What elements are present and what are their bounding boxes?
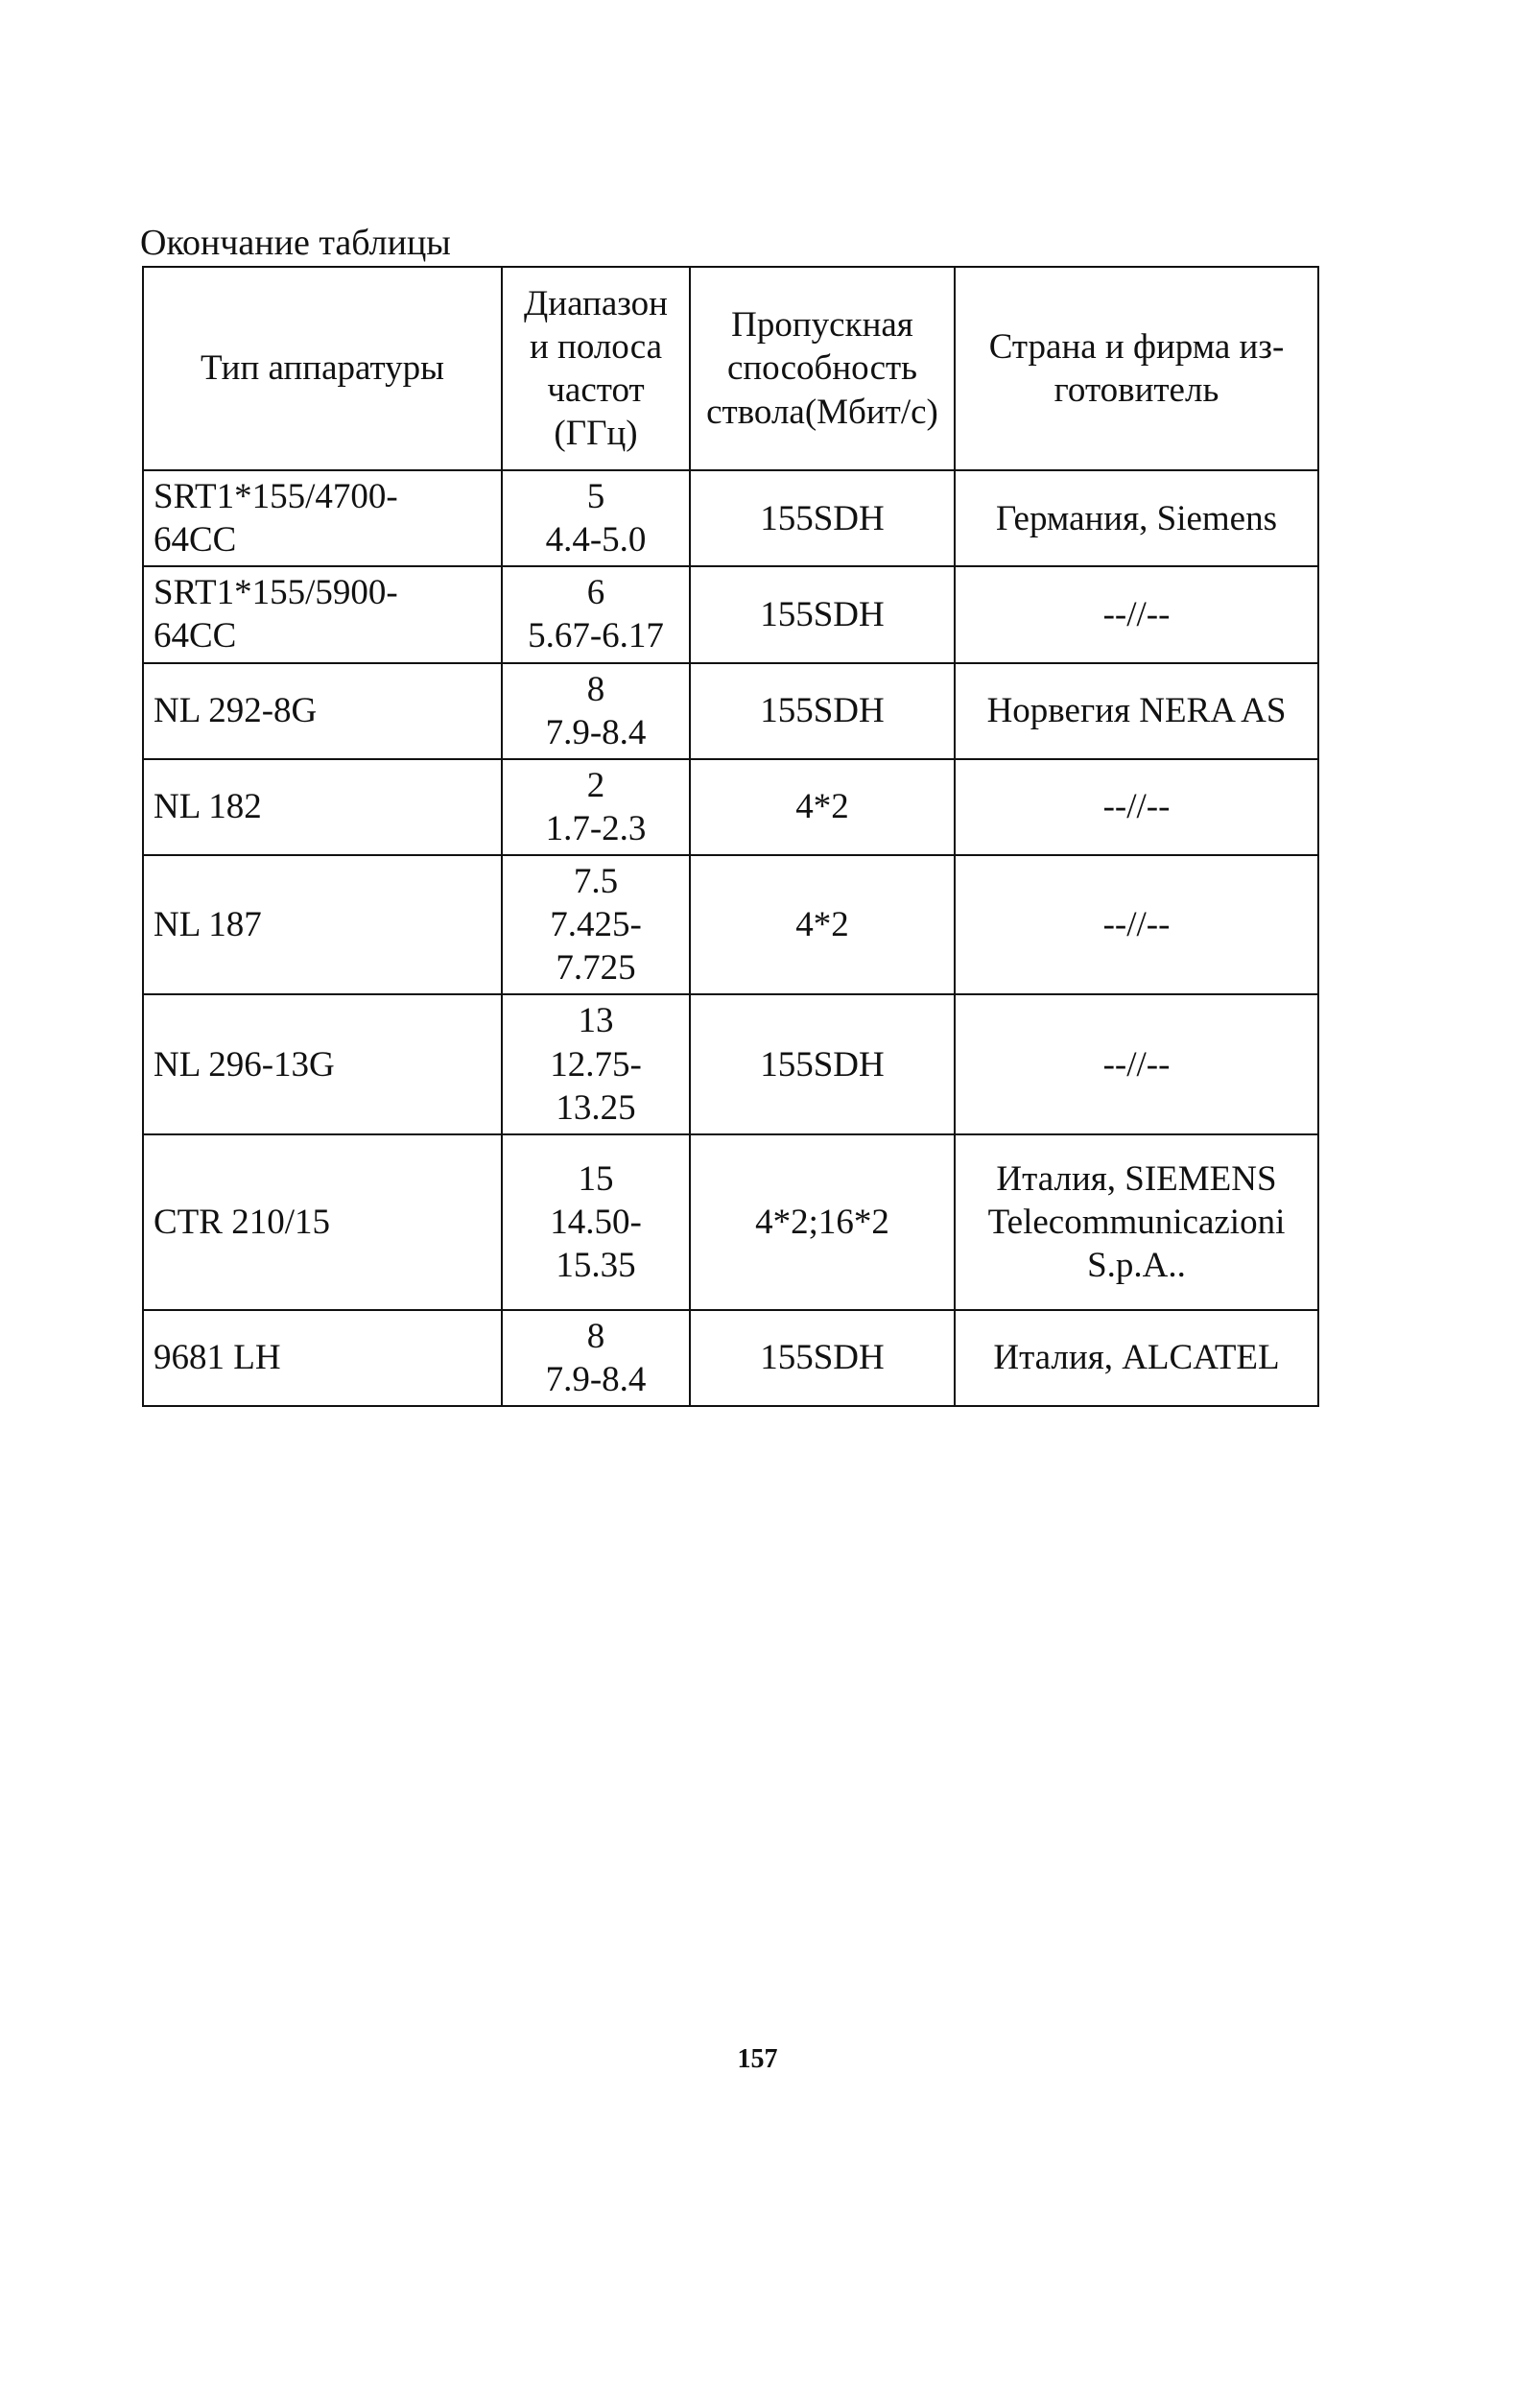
cell-capacity: 155SDH: [690, 470, 955, 566]
table-row: [143, 759, 1318, 855]
cell-equipment-type: NL 182: [143, 759, 502, 855]
table-row: [143, 566, 1318, 662]
table-row: [143, 470, 1318, 566]
cell-frequency-range: 5 4.4-5.0: [502, 470, 690, 566]
cell-equipment-type: NL 292-8G: [143, 663, 502, 759]
table-row: [143, 663, 1318, 759]
page-number: 157: [737, 2044, 778, 2074]
cell-manufacturer: Италия, SIEMENS Telecommunicazioni S.p.A..: [955, 1134, 1318, 1310]
equipment-table: [142, 266, 1319, 1407]
cell-equipment-type: CTR 210/15: [143, 1134, 502, 1310]
table-row: [143, 1310, 1318, 1406]
cell-frequency-range: 2 1.7-2.3: [502, 759, 690, 855]
cell-frequency-range: 15 14.50- 15.35: [502, 1134, 690, 1310]
header-frequency-range: Диапазон и полоса частот (ГГц): [502, 267, 690, 470]
cell-equipment-type: NL 187: [143, 855, 502, 994]
cell-capacity: 155SDH: [690, 1310, 955, 1406]
cell-frequency-range: 6 5.67-6.17: [502, 566, 690, 662]
cell-frequency-range: 8 7.9-8.4: [502, 1310, 690, 1406]
cell-capacity: 4*2;16*2: [690, 1134, 955, 1310]
cell-manufacturer: Италия, ALCATEL: [955, 1310, 1318, 1406]
cell-capacity: 155SDH: [690, 663, 955, 759]
table-row: [143, 1134, 1318, 1310]
cell-capacity: 155SDH: [690, 994, 955, 1133]
cell-manufacturer: Норвегия NERA AS: [955, 663, 1318, 759]
cell-frequency-range: 7.5 7.425- 7.725: [502, 855, 690, 994]
table-row: [143, 855, 1318, 994]
table-caption: Окончание таблицы: [140, 223, 451, 263]
table-header-row: [143, 267, 1318, 470]
header-manufacturer: Страна и фирма из- готовитель: [955, 267, 1318, 470]
cell-equipment-type: SRT1*155/5900- 64CC: [143, 566, 502, 662]
table-row: [143, 994, 1318, 1133]
cell-manufacturer: --//--: [955, 759, 1318, 855]
cell-equipment-type: 9681 LH: [143, 1310, 502, 1406]
cell-capacity: 4*2: [690, 759, 955, 855]
cell-manufacturer: Германия, Siemens: [955, 470, 1318, 566]
cell-equipment-type: NL 296-13G: [143, 994, 502, 1133]
header-equipment-type: Тип аппаратуры: [143, 267, 502, 470]
cell-frequency-range: 8 7.9-8.4: [502, 663, 690, 759]
cell-manufacturer: --//--: [955, 994, 1318, 1133]
cell-manufacturer: --//--: [955, 566, 1318, 662]
cell-capacity: 155SDH: [690, 566, 955, 662]
cell-manufacturer: --//--: [955, 855, 1318, 994]
cell-capacity: 4*2: [690, 855, 955, 994]
cell-frequency-range: 13 12.75- 13.25: [502, 994, 690, 1133]
cell-equipment-type: SRT1*155/4700- 64CC: [143, 470, 502, 566]
header-capacity: Пропускная способность ствола(Мбит/с): [690, 267, 955, 470]
